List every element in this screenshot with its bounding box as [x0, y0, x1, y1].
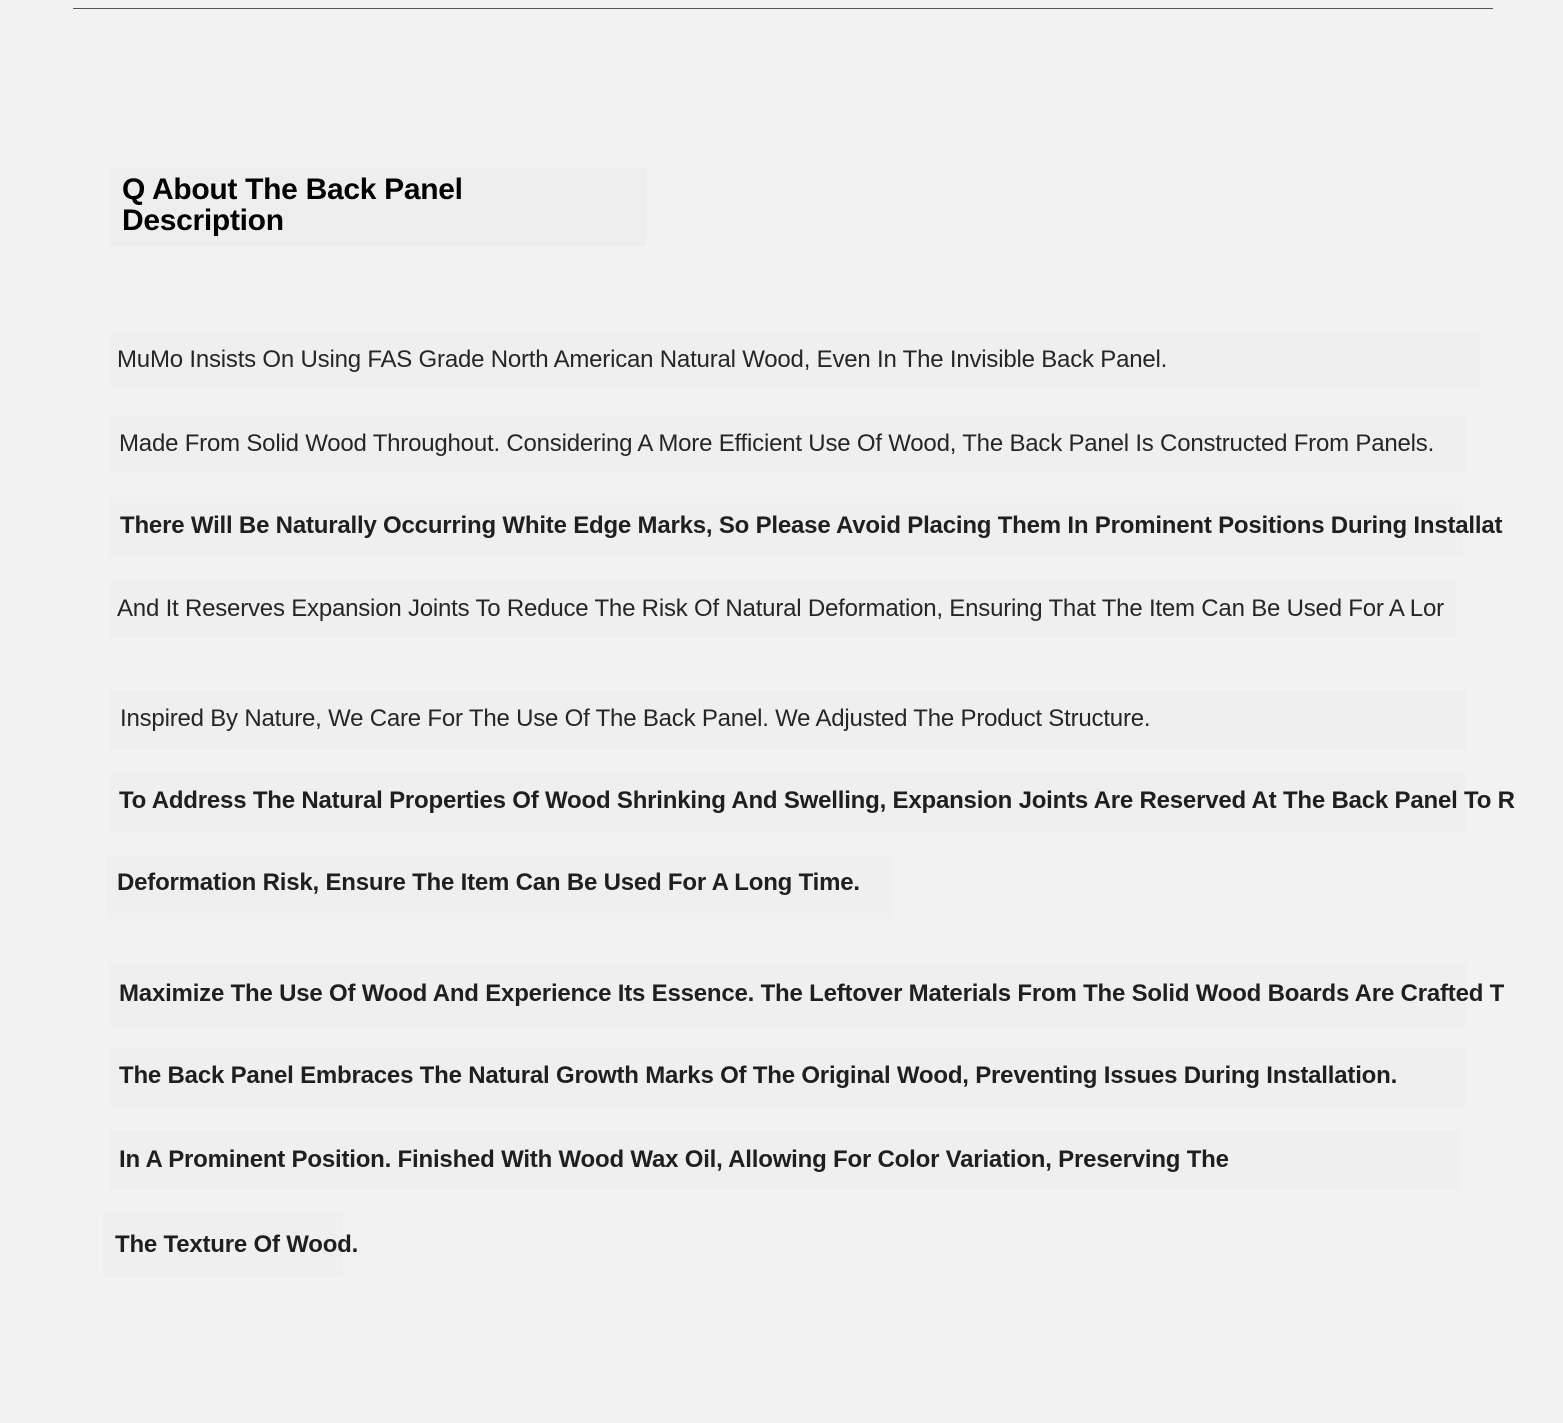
section-heading-line-2: Description: [122, 204, 284, 237]
paragraph-line: In A Prominent Position. Finished With Wood Wax Oil, Allowing For Color Variation, Preserving The: [119, 1146, 1229, 1173]
paragraph-line: Inspired By Nature, We Care For The Use Of The Back Panel. We Adjusted The Product Structure.: [120, 705, 1151, 732]
section-heading-line-1: Q About The Back Panel: [122, 173, 463, 206]
paragraph-line: Made From Solid Wood Throughout. Considering A More Efficient Use Of Wood, The Back Panel Is Constructed From Panels.: [119, 430, 1435, 457]
top-divider: [73, 8, 1493, 9]
paragraph-line: To Address The Natural Properties Of Wood Shrinking And Swelling, Expansion Joints Are Reserved At The Back Panel To R: [119, 787, 1515, 814]
paragraph-line: The Texture Of Wood.: [115, 1231, 359, 1258]
paragraph-line: Maximize The Use Of Wood And Experience Its Essence. The Leftover Materials From The Solid Wood Boards Are Crafted T: [119, 980, 1505, 1007]
paragraph-line: And It Reserves Expansion Joints To Reduce The Risk Of Natural Deformation, Ensuring That The Item Can Be Used For A Lor: [117, 595, 1444, 622]
paragraph-line: MuMo Insists On Using FAS Grade North American Natural Wood, Even In The Invisible Back Panel.: [117, 346, 1168, 373]
paragraph-line: Deformation Risk, Ensure The Item Can Be Used For A Long Time.: [117, 869, 860, 896]
section-heading: [122, 174, 542, 236]
paragraph-line: There Will Be Naturally Occurring White Edge Marks, So Please Avoid Placing Them In Prominent Positions During Installat: [120, 512, 1503, 539]
paragraph-line: The Back Panel Embraces The Natural Growth Marks Of The Original Wood, Preventing Issues During Installation.: [119, 1062, 1398, 1089]
